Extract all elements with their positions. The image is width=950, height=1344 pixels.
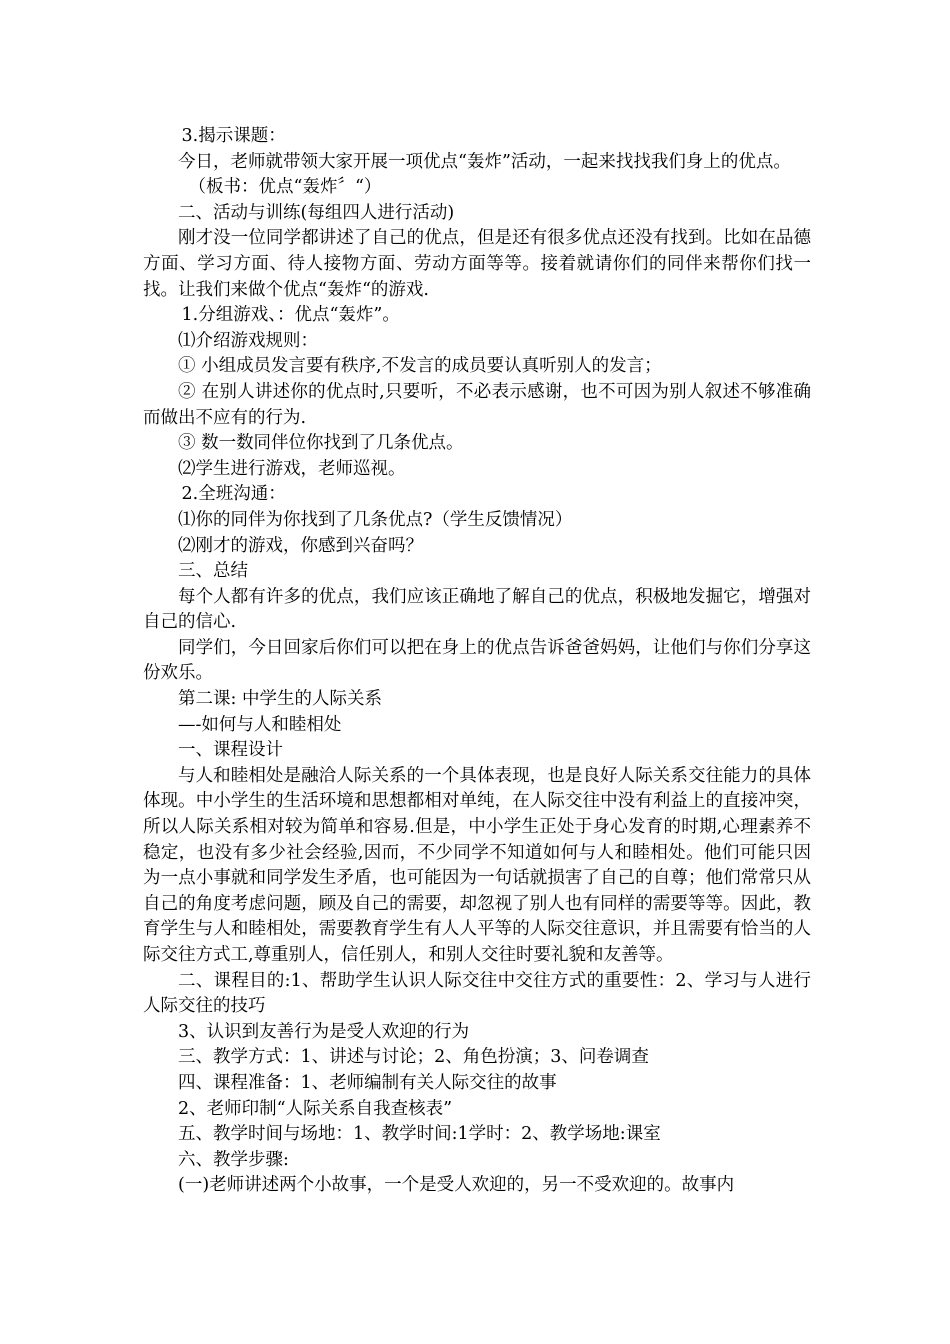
heading-teaching-steps: 六、教学步骤:: [178, 1149, 289, 1170]
heading-summary: 三、总结: [178, 561, 248, 582]
paragraph-rule-1: ① 小组成员发言要有秩序,不发言的成员要认真听别人的发言；: [178, 356, 662, 377]
paragraph-rule-3: ③ 数一数同伴位你找到了几条优点。: [178, 433, 464, 454]
paragraph-class-communication: 2.全班沟通：: [181, 484, 286, 505]
paragraph-question-2: ⑵刚才的游戏，你感到兴奋吗？: [178, 535, 423, 556]
paragraph-question-1: ⑴你的同伴为你找到了几条优点?（学生反馈情况）: [178, 509, 573, 530]
paragraph-time-venue: 五、教学时间与场地：1、教学时间:1学时：2、教学场地:课室: [178, 1124, 661, 1145]
paragraph-find-strengths: 刚才没一位同学都讲述了自己的优点，但是还有很多优点还没有找到。比如在品德方面、学习方面、待人接物方面、劳动方面等等。接着就请你们的同伴来帮你们找一找。让我们来做个优点“轰炸“的游戏.: [143, 228, 811, 300]
paragraph-share-home: 同学们，今日回家后你们可以把在身上的优点告诉爸爸妈妈，让他们与你们分享这份欢乐。: [143, 637, 811, 684]
paragraph-course-goals: 二、课程目的:1、帮助学生认识人际交往中交往方式的重要性：2、学习与人进行人际交往的技巧: [143, 970, 811, 1017]
paragraph-teaching-methods: 三、教学方式：1、讲述与讨论；2、角色扮演；3、问卷调查: [178, 1047, 649, 1068]
paragraph-course-design: 与人和睦相处是融洽人际关系的一个具体表现，也是良好人际关系交往能力的具体体现。中小学生的生活环境和思想都相对单纯，在人际交往中没有利益上的直接冲突，所以人际关系相对较为简单和容易.但是，中小学生正处于身心发育的时期,心理素养不稳定，也没有多少社会经验,因而，不少同学不知道如何与人和睦相处。他们可能只因为一点小事就和同学发生矛盾，也可能因为一句话就损害了自己的自尊；他们常常只从自己的角度考虑问题，顾及自己的需要，却忽视了别人也有同样的需要等等。因此，教育学生与人和睦相处，需要教育学生有人人平等的人际交往意识，并且需要有恰当的人际交往方式工,尊重别人，信任别人，和别人交往时要礼貌和友善等。: [143, 765, 811, 965]
document-body: [143, 124, 811, 1199]
subheading-lesson-two: —-如何与人和睦相处: [178, 714, 342, 735]
paragraph-students-play: ⑵学生进行游戏，老师巡视。: [178, 458, 406, 479]
paragraph-intro-activity: 今日，老师就带领大家开展一项优点“轰炸”活动，一起来找找我们身上的优点。: [178, 151, 791, 172]
heading-activity-training: 二、活动与训练(每组四人进行活动): [178, 202, 455, 223]
heading-course-design: 一、课程设计: [178, 740, 283, 761]
paragraph-rule-2: ② 在别人讲述你的优点时,只要听，不必表示感谢，也不可因为别人叙述不够准确而做出不应有的行为.: [143, 381, 811, 428]
paragraph-goal-3: 3、认识到友善行为是受人欢迎的行为: [178, 1021, 470, 1042]
paragraph-summary: 每个人都有许多的优点，我们应该正确地了解自己的优点，积极地发掘它，增强对自己的信心.: [143, 586, 811, 633]
paragraph-group-game: 1.分组游戏、：优点“轰炸”。: [181, 305, 400, 326]
heading-lesson-two: 第二课: 中学生的人际关系: [178, 689, 382, 710]
paragraph-step-1: (一)老师讲述两个小故事，一个是受人欢迎的，另一不受欢迎的。故事内: [178, 1175, 735, 1196]
paragraph-prep-2: 2、老师印制“人际关系自我查核表”: [178, 1098, 453, 1119]
paragraph-board-writing: （板书：优点“轰炸〞“）: [188, 177, 382, 198]
paragraph-game-rules: ⑴介绍游戏规则：: [178, 330, 318, 351]
paragraph-reveal-topic: 3.揭示课题：: [181, 126, 286, 146]
paragraph-course-prep: 四、课程准备：1、老师编制有关人际交往的故事: [178, 1072, 557, 1093]
